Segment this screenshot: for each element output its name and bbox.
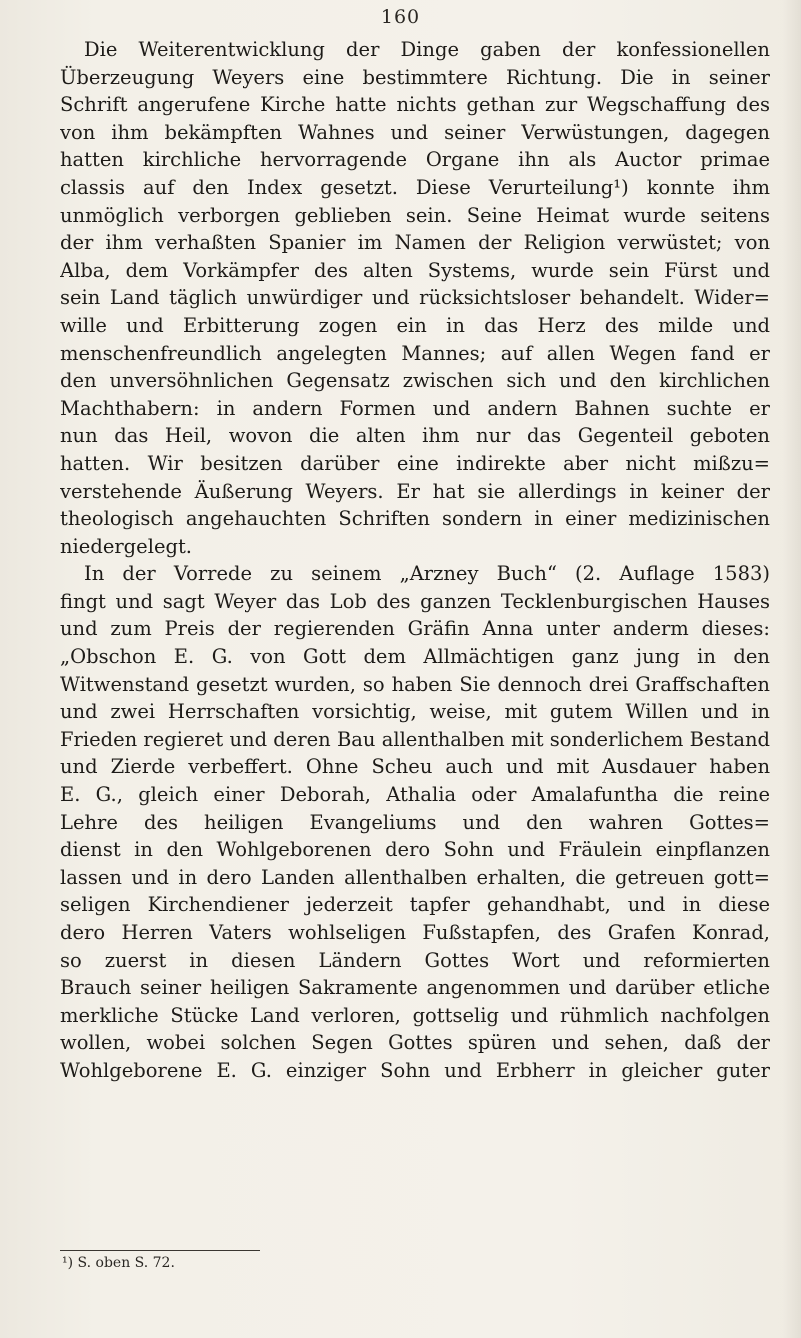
- text-line: Die Weiterentwicklung der Dinge gaben der konfessionellen: [84, 38, 770, 61]
- text-line: unmöglich verborgen geblieben sein. Seine Heimat wurde seitens: [60, 203, 770, 227]
- text-line: seligen Kirchendiener jederzeit tapfer gehandhabt, und in diese: [60, 893, 770, 917]
- text-line: „Obschon E. G. von Gott dem Allmächtigen ganz jung in den: [60, 645, 770, 669]
- text-line: niedergelegt.: [60, 534, 192, 558]
- text-line: Brauch seiner heiligen Sakramente angenommen und darüber etliche: [60, 976, 770, 1000]
- text-line: Wohlgeborene E. G. einziger Sohn und Erbherr in gleicher guter: [60, 1058, 770, 1082]
- text-line: theologisch angehauchten Schriften sondern in einer medizinischen: [60, 507, 770, 531]
- text-line: Alba, dem Vorkämpfer des alten Systems, wurde sein Fürst und: [60, 258, 770, 282]
- text-line: In der Vorrede zu seinem „Arzney Buch“ (2. Auflage 1583): [84, 562, 770, 586]
- text-line: dero Herren Vaters wohlseligen Fußstapfen, des Grafen Konrad,: [60, 921, 770, 944]
- text-line: sein Land täglich unwürdiger und rücksichtsloser behandelt. Wider=: [60, 286, 770, 310]
- text-line: von ihm bekämpften Wahnes und seiner Verwüstungen, dagegen: [60, 120, 770, 144]
- footnote-divider: [60, 1250, 260, 1251]
- text-line: lassen und in dero Landen allenthalben erhalten, die getreuen gott=: [60, 865, 770, 889]
- text-line: den unversöhnlichen Gegensatz zwischen sich und den kirchlichen: [60, 369, 770, 393]
- text-line: so zuerst in diesen Ländern Gottes Wort und reformierten: [60, 948, 770, 972]
- body-text: [60, 36, 770, 1085]
- page-edge-shadow: [783, 0, 801, 1338]
- text-line: Frieden regieret und deren Bau allenthalben mit sonderlichem Bestand: [60, 727, 770, 751]
- text-line: wollen, wobei solchen Segen Gottes spüren und sehen, daß der: [60, 1031, 770, 1055]
- text-line: und zwei Herrschaften vorsichtig, weise, mit gutem Willen und in: [60, 700, 770, 724]
- text-line: Überzeugung Weyers eine bestimmtere Richtung. Die in seiner: [60, 65, 770, 89]
- text-line: der ihm verhaßten Spanier im Namen der Religion verwüstet; von: [60, 231, 770, 255]
- text-line: hatten. Wir besitzen darüber eine indirekte aber nicht mißzu=: [60, 451, 770, 475]
- text-line: und Zierde verbeffert. Ohne Scheu auch und mit Ausdauer haben: [60, 755, 770, 779]
- text-line: und zum Preis der regierenden Gräfin Anna unter anderm dieses:: [60, 617, 770, 641]
- text-line: nun das Heil, wovon die alten ihm nur das Gegenteil geboten: [60, 424, 770, 448]
- text-line: classis auf den Index gesetzt. Diese Verurteilung¹) konnte ihm: [60, 175, 770, 199]
- text-line: wille und Erbitterung zogen ein in das Herz des milde und: [60, 313, 770, 337]
- text-line: merkliche Stücke Land verloren, gottselig und rühmlich nachfolgen: [60, 1003, 770, 1027]
- text-line: hatten kirchliche hervorragende Organe ihn als Auctor primae: [60, 148, 770, 172]
- text-line: dienst in den Wohlgeborenen dero Sohn und Fräulein einpflanzen: [60, 838, 770, 862]
- text-line: verstehende Äußerung Weyers. Er hat sie allerdings in keiner der: [60, 479, 770, 503]
- page-number: 160: [380, 6, 421, 28]
- text-line: Lehre des heiligen Evangeliums und den wahren Gottes=: [60, 810, 770, 834]
- text-line: Witwenstand gesetzt wurden, so haben Sie dennoch drei Graffschaften: [60, 672, 770, 696]
- text-line: menschenfreundlich angelegten Mannes; auf allen Wegen fand er: [60, 341, 770, 365]
- text-line: fingt und sagt Weyer das Lob des ganzen Tecklenburgischen Hauses: [60, 589, 770, 613]
- text-line: Machthabern: in andern Formen und andern Bahnen suchte er: [60, 396, 770, 420]
- text-line: Schrift angerufene Kirche hatte nichts gethan zur Wegschaffung des: [60, 93, 770, 117]
- footnote: ¹) S. oben S. 72.: [62, 1255, 175, 1271]
- text-line: E. G., gleich einer Deborah, Athalia oder Amalafuntha die reine: [60, 783, 770, 807]
